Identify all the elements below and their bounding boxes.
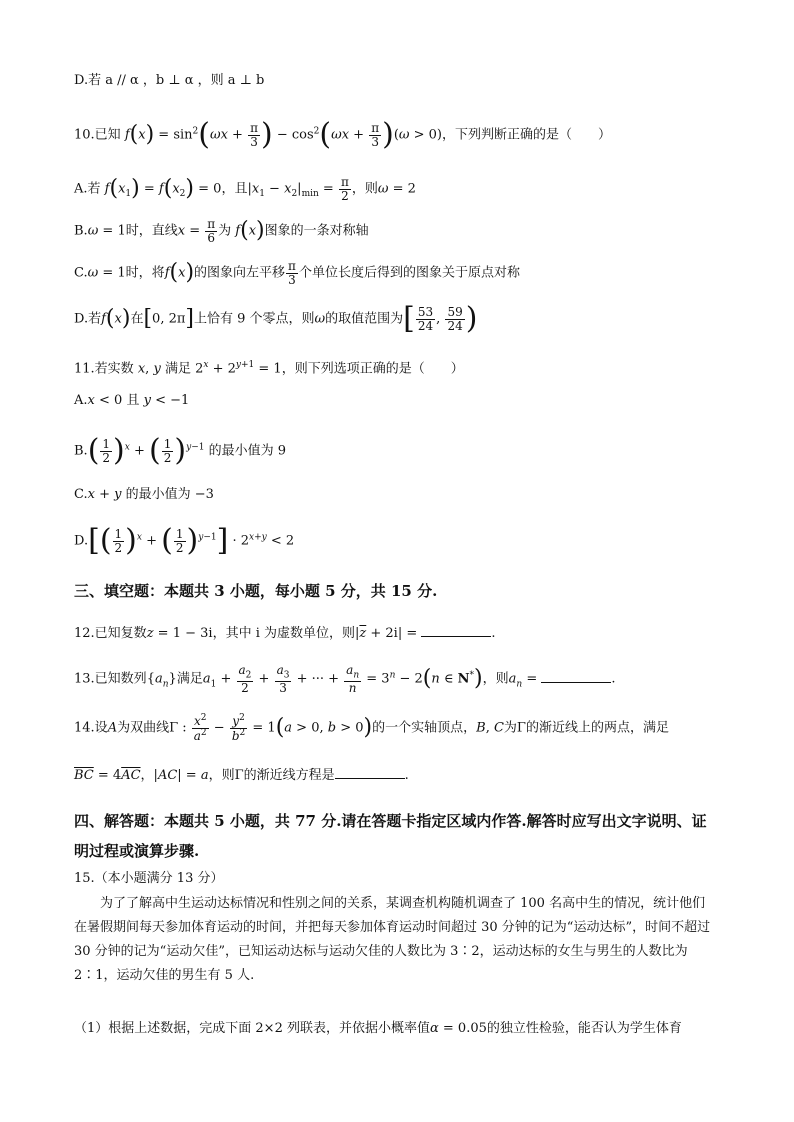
q14-line2: $\overline{BC} = 4\overline{AC}$，|AC| = a，则Γ的渐近线方程是 . bbox=[74, 768, 409, 783]
answer-blank bbox=[541, 670, 611, 683]
section-4-title-line1: 四、解答题：本题共 5 小题，共 77 分.请在答题卡指定区域内作答.解答时应写出文字说明、证 bbox=[74, 812, 707, 830]
answer-blank bbox=[421, 624, 491, 637]
q15-header: 15.（本小题满分 13 分） bbox=[74, 871, 224, 886]
q15-part1: （1）根据上述数据，完成下面 2×2 列联表，并依据小概率值α = 0.05的独立性检验，能否认为学生体育 bbox=[74, 1021, 682, 1036]
q10-option-b: B.ω = 1时，直线x = $\frac{\pi}{6}$ 为 f(x)图象的一条对称轴 bbox=[74, 217, 369, 245]
q14-line1: 14.设A为双曲线Γ : $\frac{x^2}{a^2}$ − $\frac{y^2}{b^2}$ = 1(a > 0, b > 0)的一个实轴顶点，B, C为Γ的渐近线上的两点，满足 bbox=[74, 713, 669, 743]
q10-option-d: D.若f(x)在[0, 2π]上恰有 9 个零点，则ω的取值范围为[ $\frac{53}{24}$ , $\frac{59}{24}$ ) bbox=[74, 301, 478, 337]
section-3-title: 三、填空题：本题共 3 小题，每小题 5 分，共 15 分. bbox=[74, 582, 438, 600]
answer-blank bbox=[335, 766, 405, 779]
q11-stem: 11.若实数 x, y 满足 $2^x + 2^{y+1} = 1$，则下列选项正确的是（ ） bbox=[74, 360, 464, 377]
q10-option-a: A.若 $f(x_1) = f(x_2) = 0$，且$|x_1 - x_2|_{min}$ = $\frac{\pi}{2}$ ，则ω = 2 bbox=[74, 175, 416, 203]
q15-paragraph: 为了了解高中生运动达标情况和性别之间的关系，某调查机构随机调查了 100 名高中生的情况，统计他们在暑假期间每天参加体育运动的时间，并把每天参加体育运动时间超过 30 分钟的记为“运动达标”，时间不超过 30 分钟的记为“运动欠佳”，已知运动达标与运动欠佳的人数比为 3∶2，运动达标的女生与男生的人数比为 2∶1，运动欠佳的男生有 5 人. bbox=[74, 896, 711, 983]
q9-option-d: D.若 a // α ，b ⊥ α ，则 a ⊥ b bbox=[74, 73, 265, 88]
q10-option-c: C.ω = 1时，将f(x)的图象向左平移 $\frac{\pi}{3}$ 个单位长度后得到的图象关于原点对称 bbox=[74, 259, 520, 287]
q10-stem: 10.已知 $f(x) = \sin^2(\omega x$ + $\frac{\pi}{3}$ ) − $\cos^2(\omega x$ + $\frac{\pi}{3}$ )(ω > 0)，下列判断正确的是（ ） bbox=[74, 117, 612, 153]
q11-option-a: A.x < 0 且 y < −1 bbox=[74, 393, 190, 408]
q12: 12.已知复数z = 1 − 3i，其中 i 为虚数单位，则$|\overline{z} + 2i|$ = . bbox=[74, 626, 496, 641]
q13: 13.已知数列$\{a_n\}$满足$a_1$ + $\frac{a_2}{2}$ + $\frac{a_3}{3}$ + ··· + $\frac{a_n}{n}$ = $3^n - 2(n$ ∈ N*)，则$a_n$ = . bbox=[74, 663, 616, 695]
q11-option-d: D.[( $\frac{1}{2}$ )$^x$ + ( $\frac{1}{2}$ )$^{y-1}] \cdot 2^{x+y} < 2$ bbox=[74, 523, 295, 559]
q11-option-b: B.( $\frac{1}{2}$ )$^x$ + ( $\frac{1}{2}$ )$^{y-1}$ 的最小值为 9 bbox=[74, 433, 287, 469]
q11-option-c: C.x + y 的最小值为 −3 bbox=[74, 487, 214, 502]
section-4-title-line2: 明过程或演算步骤. bbox=[74, 842, 200, 860]
